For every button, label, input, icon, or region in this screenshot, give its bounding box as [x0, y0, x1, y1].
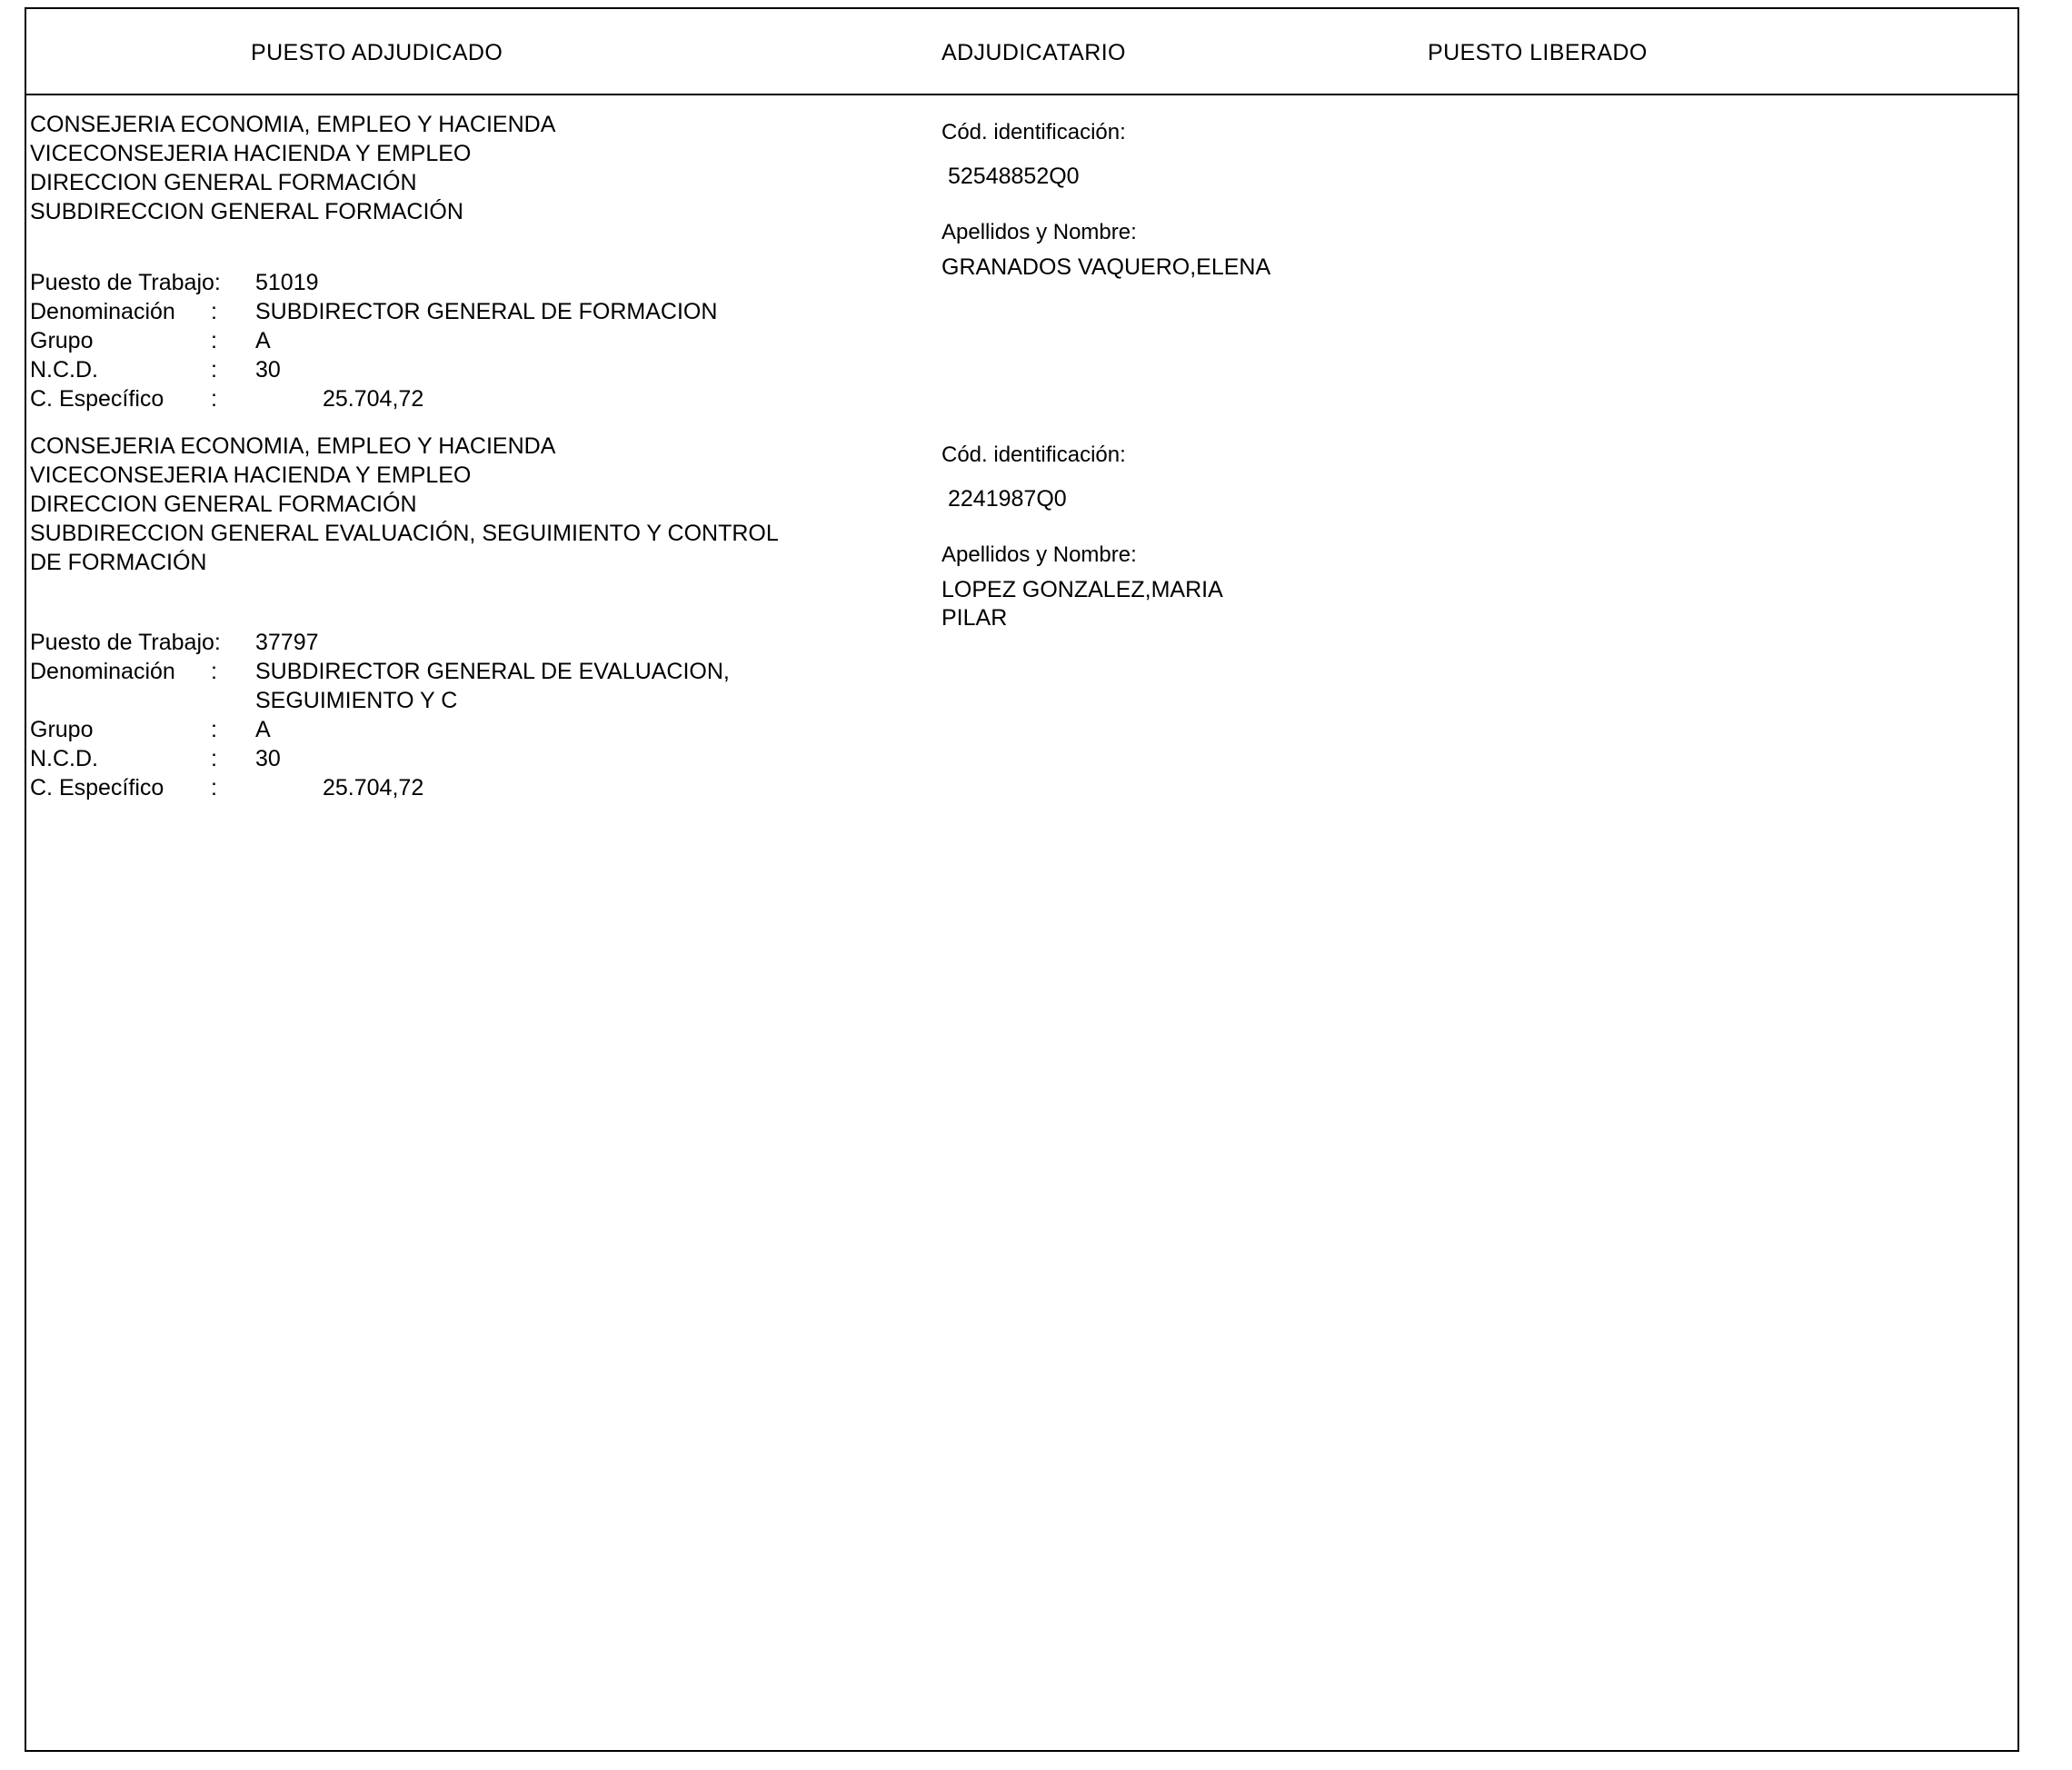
field-value: SUBDIRECTOR GENERAL DE FORMACION [255, 299, 718, 324]
column-header-adjudicatario: ADJUDICATARIO [941, 40, 1126, 65]
value-cod-identificacion: 2241987Q0 [948, 486, 1067, 512]
org-line: CONSEJERIA ECONOMIA, EMPLEO Y HACIENDA [30, 433, 556, 459]
field-label: C. Específico [30, 386, 164, 412]
field-puesto-de-trabajo [30, 268, 902, 297]
field-puesto-de-trabajo [30, 628, 902, 657]
field-complemento-especifico [30, 384, 902, 413]
label-cod-identificacion: Cód. identificación: [941, 120, 1126, 144]
org-line: DIRECCION GENERAL FORMACIÓN [30, 170, 417, 195]
field-label: Grupo [30, 717, 94, 742]
field-denominacion [30, 657, 902, 715]
field-value: 37797 [255, 630, 319, 655]
field-colon: : [211, 328, 217, 353]
org-line: VICECONSEJERIA HACIENDA Y EMPLEO [30, 141, 472, 166]
field-label: Puesto de Trabajo: [30, 270, 221, 295]
field-complemento-especifico [30, 773, 902, 802]
field-label: Denominación [30, 659, 175, 684]
org-line: SUBDIRECCION GENERAL EVALUACIÓN, SEGUIMIENTO Y CONTROL DE FORMACIÓN [30, 521, 778, 575]
value-apellidos-nombre: LOPEZ GONZALEZ,MARIA PILAR [941, 577, 1222, 631]
org-line: CONSEJERIA ECONOMIA, EMPLEO Y HACIENDA [30, 112, 556, 137]
label-apellidos-nombre: Apellidos y Nombre: [941, 220, 1137, 244]
field-colon: : [211, 357, 217, 383]
field-label: N.C.D. [30, 746, 98, 771]
field-colon: : [211, 746, 217, 771]
table-header-row [26, 9, 2017, 95]
record-1-puesto-adjudicado [30, 110, 902, 413]
field-grupo [30, 715, 902, 744]
field-value: A [255, 328, 271, 353]
field-label: Puesto de Trabajo: [30, 630, 221, 655]
field-ncd [30, 355, 902, 384]
field-value: 30 [255, 357, 281, 383]
field-colon: : [211, 717, 217, 742]
adjudications-table [25, 7, 2019, 1752]
column-header-puesto-adjudicado: PUESTO ADJUDICADO [251, 40, 503, 65]
field-ncd [30, 744, 902, 773]
field-colon: : [211, 386, 217, 412]
field-value: 25.704,72 [323, 386, 424, 412]
field-colon: : [211, 659, 217, 684]
table-body [26, 95, 2017, 1747]
field-value: 25.704,72 [323, 775, 424, 800]
field-value: 30 [255, 746, 281, 771]
field-label: N.C.D. [30, 357, 98, 383]
field-label: C. Específico [30, 775, 164, 800]
record-2-puesto-adjudicado [30, 432, 902, 802]
table-row [26, 424, 2017, 824]
label-cod-identificacion: Cód. identificación: [941, 442, 1126, 467]
value-apellidos-nombre: GRANADOS VAQUERO,ELENA [941, 254, 1271, 280]
value-cod-identificacion: 52548852Q0 [948, 164, 1080, 189]
field-colon: : [211, 299, 217, 324]
field-grupo [30, 326, 902, 355]
label-apellidos-nombre: Apellidos y Nombre: [941, 542, 1137, 567]
field-value: 51019 [255, 270, 319, 295]
field-value: SUBDIRECTOR GENERAL DE EVALUACION, SEGUIMIENTO Y C [255, 659, 730, 713]
table-row [26, 95, 2017, 424]
field-denominacion [30, 297, 902, 326]
field-colon: : [211, 775, 217, 800]
org-line: SUBDIRECCION GENERAL FORMACIÓN [30, 199, 463, 224]
field-label: Denominación [30, 299, 175, 324]
column-header-puesto-liberado: PUESTO LIBERADO [1428, 40, 1648, 65]
record-2-adjudicatario [941, 441, 1414, 632]
field-value: A [255, 717, 271, 742]
field-label: Grupo [30, 328, 94, 353]
org-line: DIRECCION GENERAL FORMACIÓN [30, 492, 417, 517]
org-line: VICECONSEJERIA HACIENDA Y EMPLEO [30, 462, 472, 488]
record-1-adjudicatario [941, 118, 1414, 282]
